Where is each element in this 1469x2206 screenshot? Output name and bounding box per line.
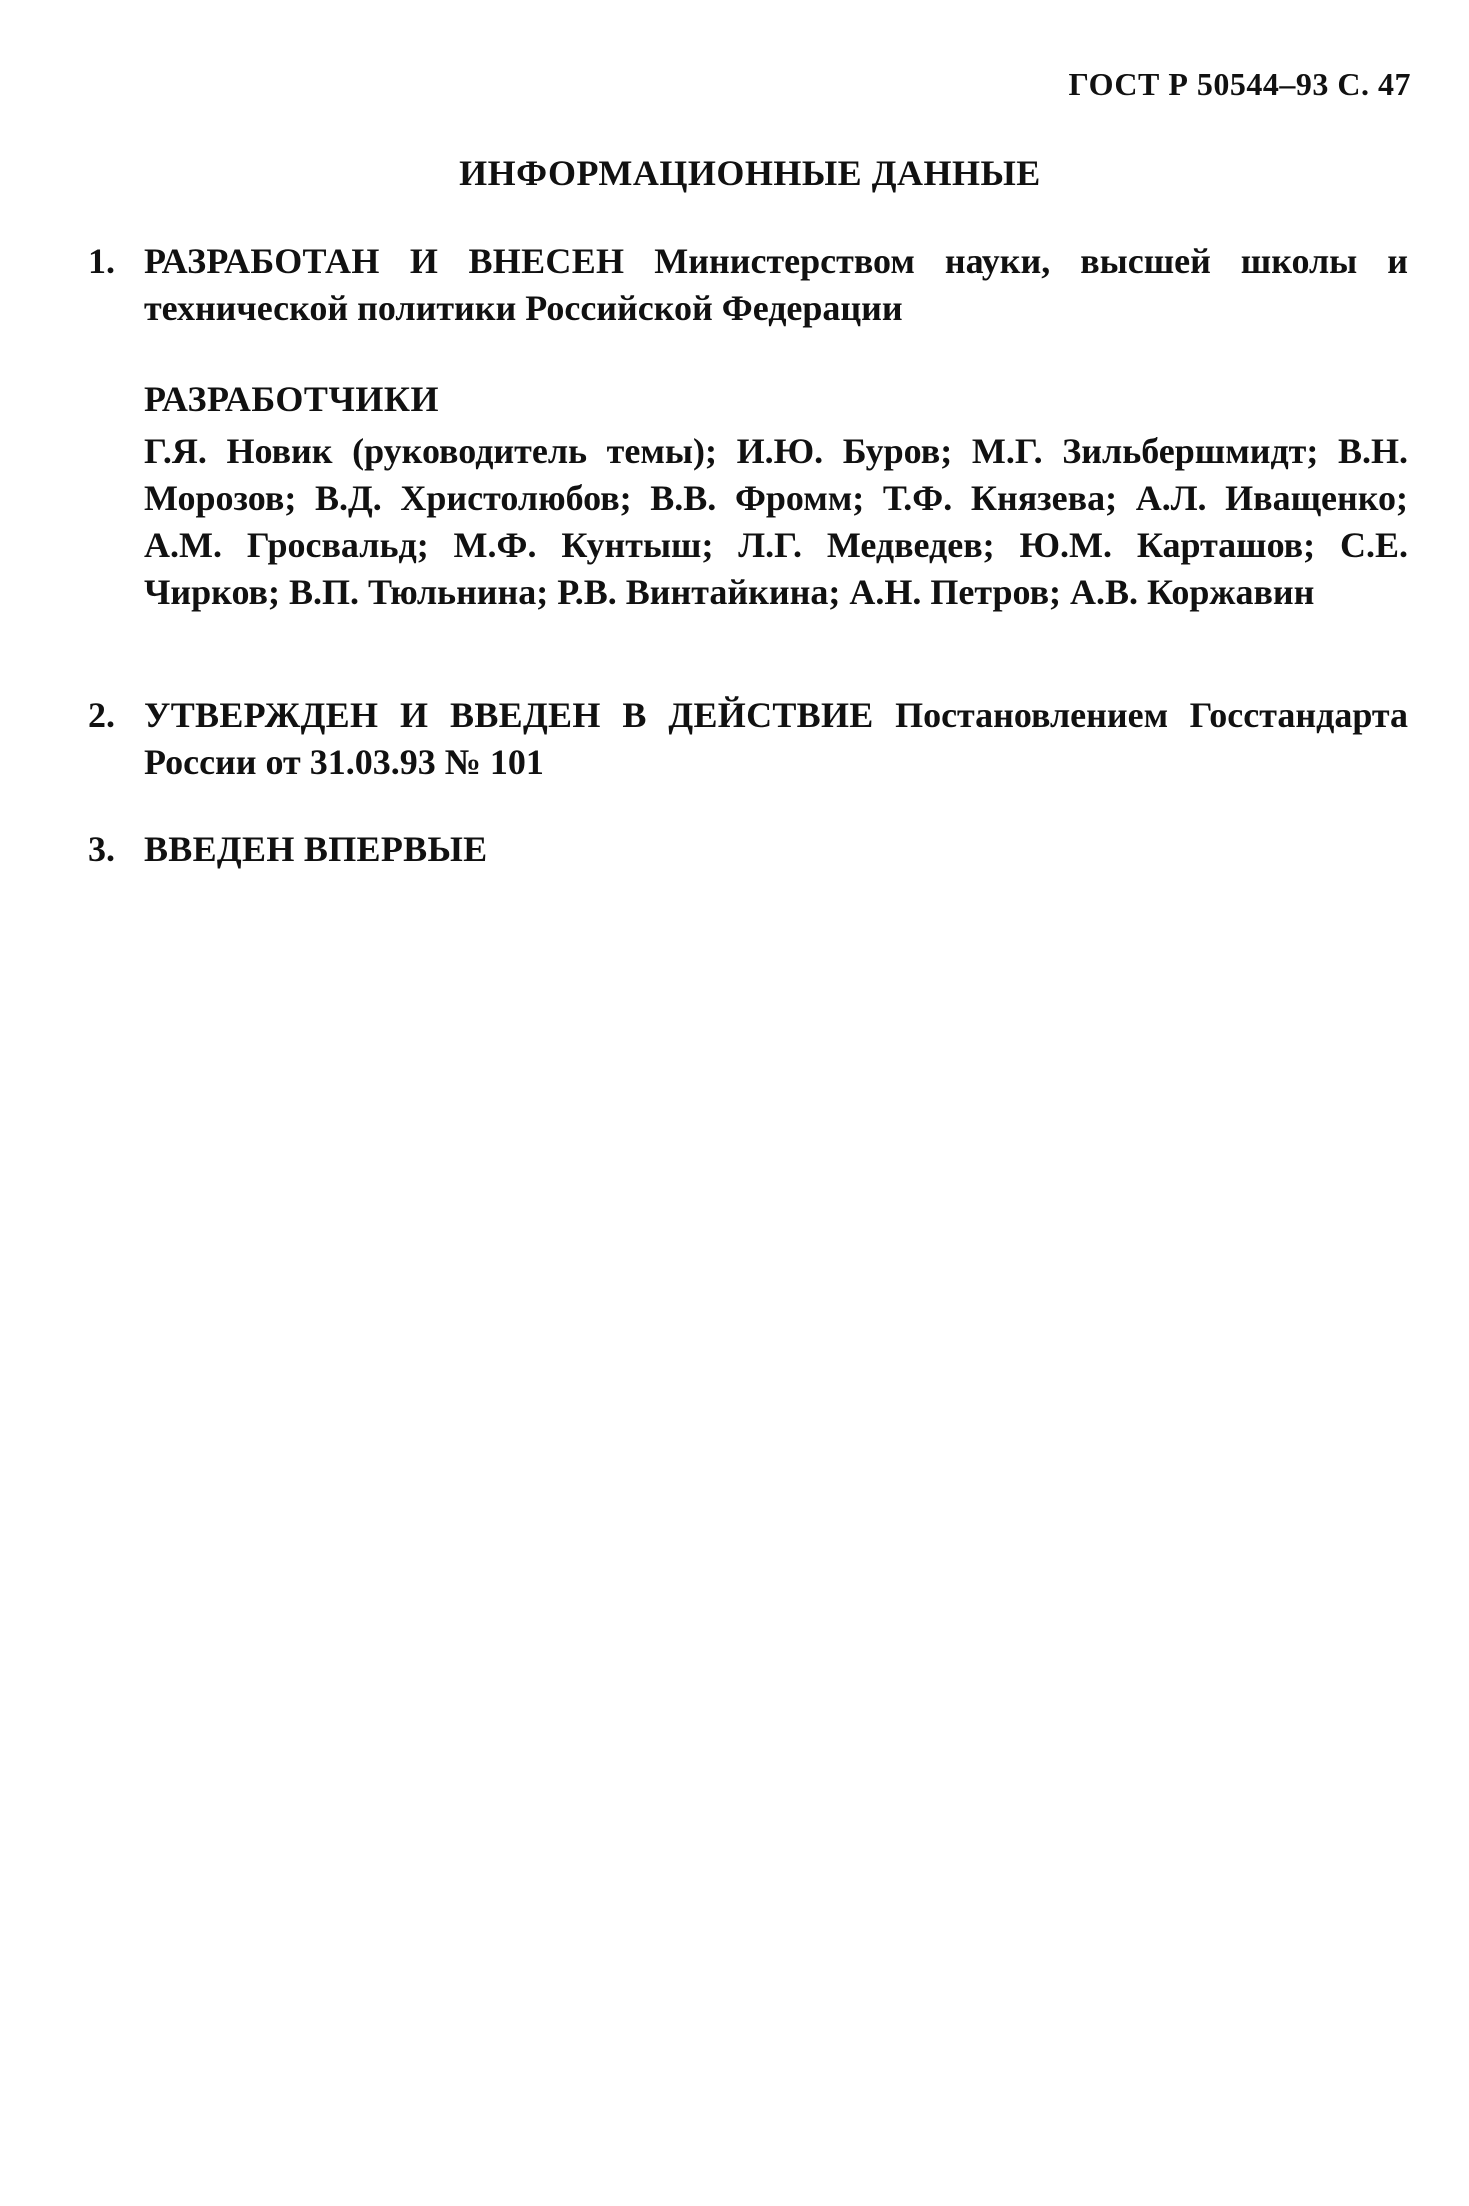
developers-list: Г.Я. Новик (руководитель темы); И.Ю. Буров; М.Г. Зильбершмидт; В.Н. Морозов; В.Д. Христолюбов; В.В. Фромм; Т.Ф. Князева; А.Л. Иващенко; А.М. Гросвальд; М.Ф. Кунтыш; Л.Г. Медведев; Ю.М. Карташов; С.Е. Чирков; В.П. Тюльнина; Р.В. Винтайкина; А.Н. Петров; А.В. Коржавин <box>144 431 1408 612</box>
section-2-lead: УТВЕРЖДЕН И ВВЕДЕН В ДЕЙСТВИЕ <box>144 695 874 735</box>
section-3-body <box>144 826 1408 873</box>
section-1-body <box>144 238 1408 332</box>
section-1-text: Министерством науки, высшей школы и технической политики Российской Федерации <box>144 241 1408 328</box>
section-3-number: 3. <box>88 829 115 869</box>
section-1 <box>88 238 1408 332</box>
section-2-number: 2. <box>88 695 115 735</box>
section-1-lead: РАЗРАБОТАН И ВНЕСЕН <box>144 241 625 281</box>
section-2 <box>88 692 1408 786</box>
section-1-number: 1. <box>88 241 115 281</box>
developers-heading: РАЗРАБОТЧИКИ <box>144 379 439 419</box>
section-2-text: Постановлением Госстандарта России от 31.03.93 № 101 <box>144 695 1409 782</box>
section-3-lead: ВВЕДЕН ВПЕРВЫЕ <box>144 829 488 869</box>
section-3 <box>88 826 1408 873</box>
document-title: ИНФОРМАЦИОННЫЕ ДАННЫЕ <box>459 153 1041 193</box>
section-2-body <box>144 692 1408 786</box>
page-header-ref: ГОСТ Р 50544–93 С. 47 <box>1068 66 1411 102</box>
